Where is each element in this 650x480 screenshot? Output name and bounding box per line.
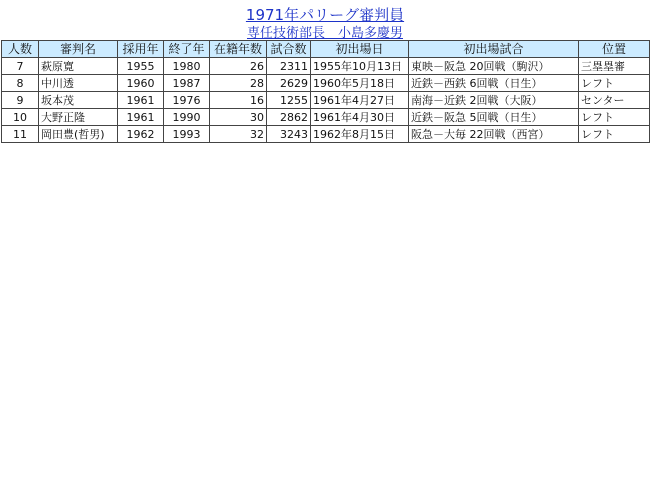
cell-debut-game: 近鉄－西鉄 6回戦（日生） — [409, 75, 579, 92]
cell-debut-date: 1955年10月13日 — [311, 58, 409, 75]
cell-years-served: 30 — [210, 109, 267, 126]
title-band — [0, 0, 650, 40]
col-header-games: 試合数 — [267, 41, 311, 58]
table-row — [2, 126, 650, 143]
cell-end-year: 1990 — [164, 109, 210, 126]
cell-position: センター — [579, 92, 650, 109]
col-header-debut-game: 初出場試合 — [409, 41, 579, 58]
table-row — [2, 92, 650, 109]
table-row — [2, 75, 650, 92]
cell-hire-year: 1961 — [118, 109, 164, 126]
col-header-hire-year: 採用年 — [118, 41, 164, 58]
cell-number: 11 — [2, 126, 39, 143]
cell-number: 9 — [2, 92, 39, 109]
cell-debut-date: 1960年5月18日 — [311, 75, 409, 92]
umpire-table — [1, 40, 650, 143]
main-title: 1971年パリーグ審判員 — [245, 6, 405, 24]
cell-number: 7 — [2, 58, 39, 75]
cell-name: 中川透 — [39, 75, 118, 92]
cell-hire-year: 1960 — [118, 75, 164, 92]
cell-games: 2629 — [267, 75, 311, 92]
cell-debut-game: 東映－阪急 20回戦（駒沢） — [409, 58, 579, 75]
col-header-name: 審判名 — [39, 41, 118, 58]
cell-position: レフト — [579, 75, 650, 92]
cell-hire-year: 1955 — [118, 58, 164, 75]
col-header-years-served: 在籍年数 — [210, 41, 267, 58]
cell-name: 岡田豊(哲男) — [39, 126, 118, 143]
cell-games: 2862 — [267, 109, 311, 126]
cell-games: 3243 — [267, 126, 311, 143]
cell-debut-date: 1962年8月15日 — [311, 126, 409, 143]
cell-games: 2311 — [267, 58, 311, 75]
col-header-position: 位置 — [579, 41, 650, 58]
col-header-number: 人数 — [2, 41, 39, 58]
table-body — [2, 58, 650, 143]
cell-years-served: 32 — [210, 126, 267, 143]
cell-debut-game: 阪急－大毎 22回戦（西宮） — [409, 126, 579, 143]
cell-years-served: 16 — [210, 92, 267, 109]
cell-end-year: 1980 — [164, 58, 210, 75]
cell-years-served: 26 — [210, 58, 267, 75]
cell-debut-game: 近鉄－阪急 5回戦（日生） — [409, 109, 579, 126]
header-row — [2, 41, 650, 58]
cell-hire-year: 1961 — [118, 92, 164, 109]
sub-title: 専任技術部長 小島多慶男 — [246, 26, 403, 41]
cell-games: 1255 — [267, 92, 311, 109]
cell-position: レフト — [579, 126, 650, 143]
cell-years-served: 28 — [210, 75, 267, 92]
cell-name: 坂本茂 — [39, 92, 118, 109]
cell-name: 大野正隆 — [39, 109, 118, 126]
cell-position: レフト — [579, 109, 650, 126]
cell-debut-game: 南海－近鉄 2回戦（大阪） — [409, 92, 579, 109]
cell-end-year: 1987 — [164, 75, 210, 92]
cell-end-year: 1993 — [164, 126, 210, 143]
cell-debut-date: 1961年4月27日 — [311, 92, 409, 109]
col-header-end-year: 終了年 — [164, 41, 210, 58]
table-row — [2, 109, 650, 126]
cell-number: 10 — [2, 109, 39, 126]
cell-debut-date: 1961年4月30日 — [311, 109, 409, 126]
cell-hire-year: 1962 — [118, 126, 164, 143]
cell-end-year: 1976 — [164, 92, 210, 109]
cell-number: 8 — [2, 75, 39, 92]
cell-position: 三塁塁審 — [579, 58, 650, 75]
cell-name: 萩原寛 — [39, 58, 118, 75]
table-row — [2, 58, 650, 75]
col-header-debut-date: 初出場日 — [311, 41, 409, 58]
